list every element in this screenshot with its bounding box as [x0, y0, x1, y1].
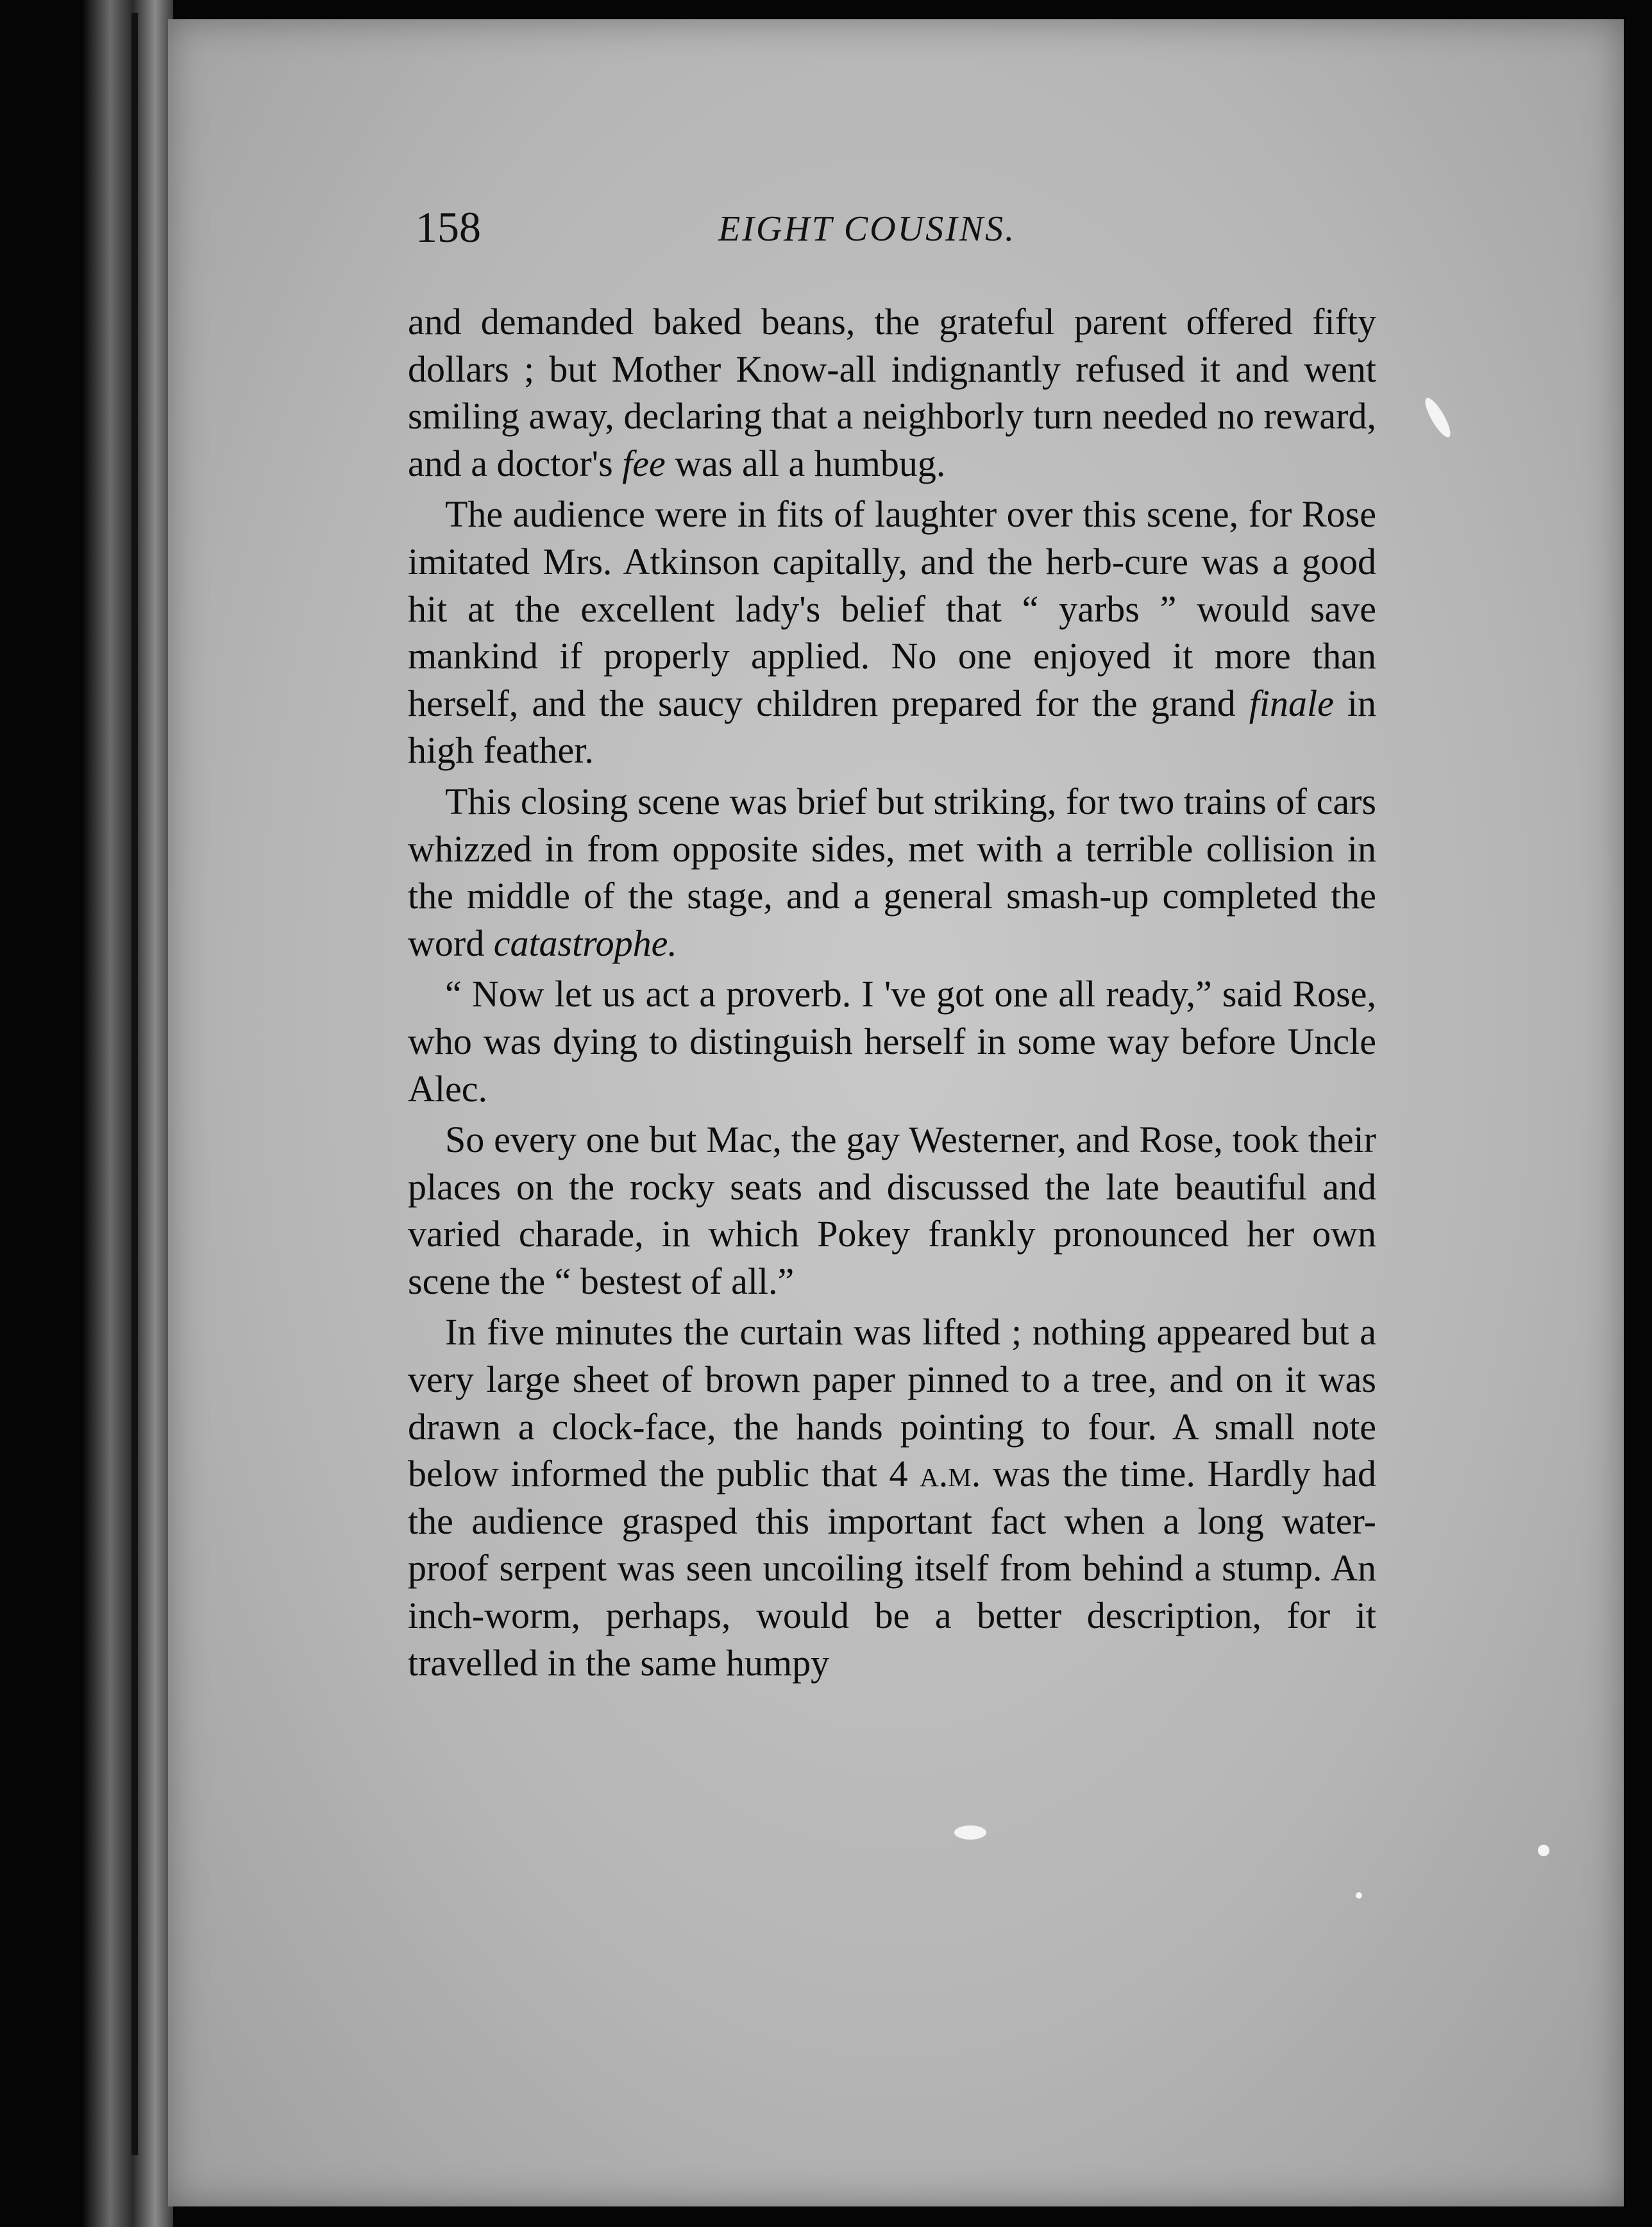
text-run: in high feather. [408, 682, 1376, 772]
running-head: EIGHT COUSINS. [718, 209, 1016, 249]
body-text [408, 298, 1376, 1686]
text-run: In five minutes the curtain was lifted ; nothing appeared but a very large sheet of brown paper pinned to a tree, and on it was drawn a clock-face, the hands pointing to four. A small note below informed the public that 4 [408, 1311, 1376, 1495]
scan-speck [1538, 1845, 1549, 1856]
paragraph [408, 778, 1376, 967]
text-run: and demanded baked beans, the grateful parent offered fifty dollars ; but Mother Know-all indignantly refused it and went smiling away, declaring that a neighborly turn needed no reward, and a doctor's [408, 301, 1376, 484]
text-run: This closing scene was brief but striking, for two trains of cars whizzed in from opposite sides, met with a terrible collision in the middle of the stage, and a general smash-up completed the word [408, 780, 1376, 964]
paragraph [408, 1116, 1376, 1305]
paragraph [408, 298, 1376, 487]
scan-speck [954, 1825, 986, 1840]
smallcaps-text: a.m. [920, 1453, 981, 1495]
book-spine [83, 0, 173, 2227]
text-run: The audience were in fits of laughter over this scene, for Rose imitated Mrs. Atkinson capitally, and the herb-cure was a good hit at the excellent lady's belief that “ yarbs ” would save mankind if properly applied. No one enjoyed it more than herself, and the saucy children prepared for the grand [408, 493, 1376, 724]
scan-speck [1356, 1892, 1362, 1899]
italic-text: fee [622, 442, 666, 484]
text-run: So every one but Mac, the gay Westerner, and Rose, took their places on the rocky seats and discussed the late beautiful and varied charade, in which Pokey frankly pronounced her own scene the “ bestest of all.” [408, 1119, 1376, 1302]
page-number: 158 [416, 203, 481, 251]
text-run: was all a humbug. [665, 442, 946, 484]
paragraph [408, 491, 1376, 774]
italic-text: finale [1249, 682, 1334, 724]
page-header [416, 196, 1352, 266]
text-run: “ Now let us act a proverb. I 've got one all ready,” said Rose, who was dying to distinguish herself in some way before Uncle Alec. [408, 973, 1376, 1110]
text-run: was the time. Hardly had the audience grasped this important fact when a long water-proof serpent was seen uncoiling itself from behind a stump. An inch-worm, perhaps, would be a better description, for it travelled in the same humpy [408, 1453, 1376, 1684]
binding-edge [131, 13, 138, 2155]
paragraph [408, 1308, 1376, 1686]
paragraph [408, 970, 1376, 1112]
italic-text: catastrophe. [493, 922, 677, 964]
